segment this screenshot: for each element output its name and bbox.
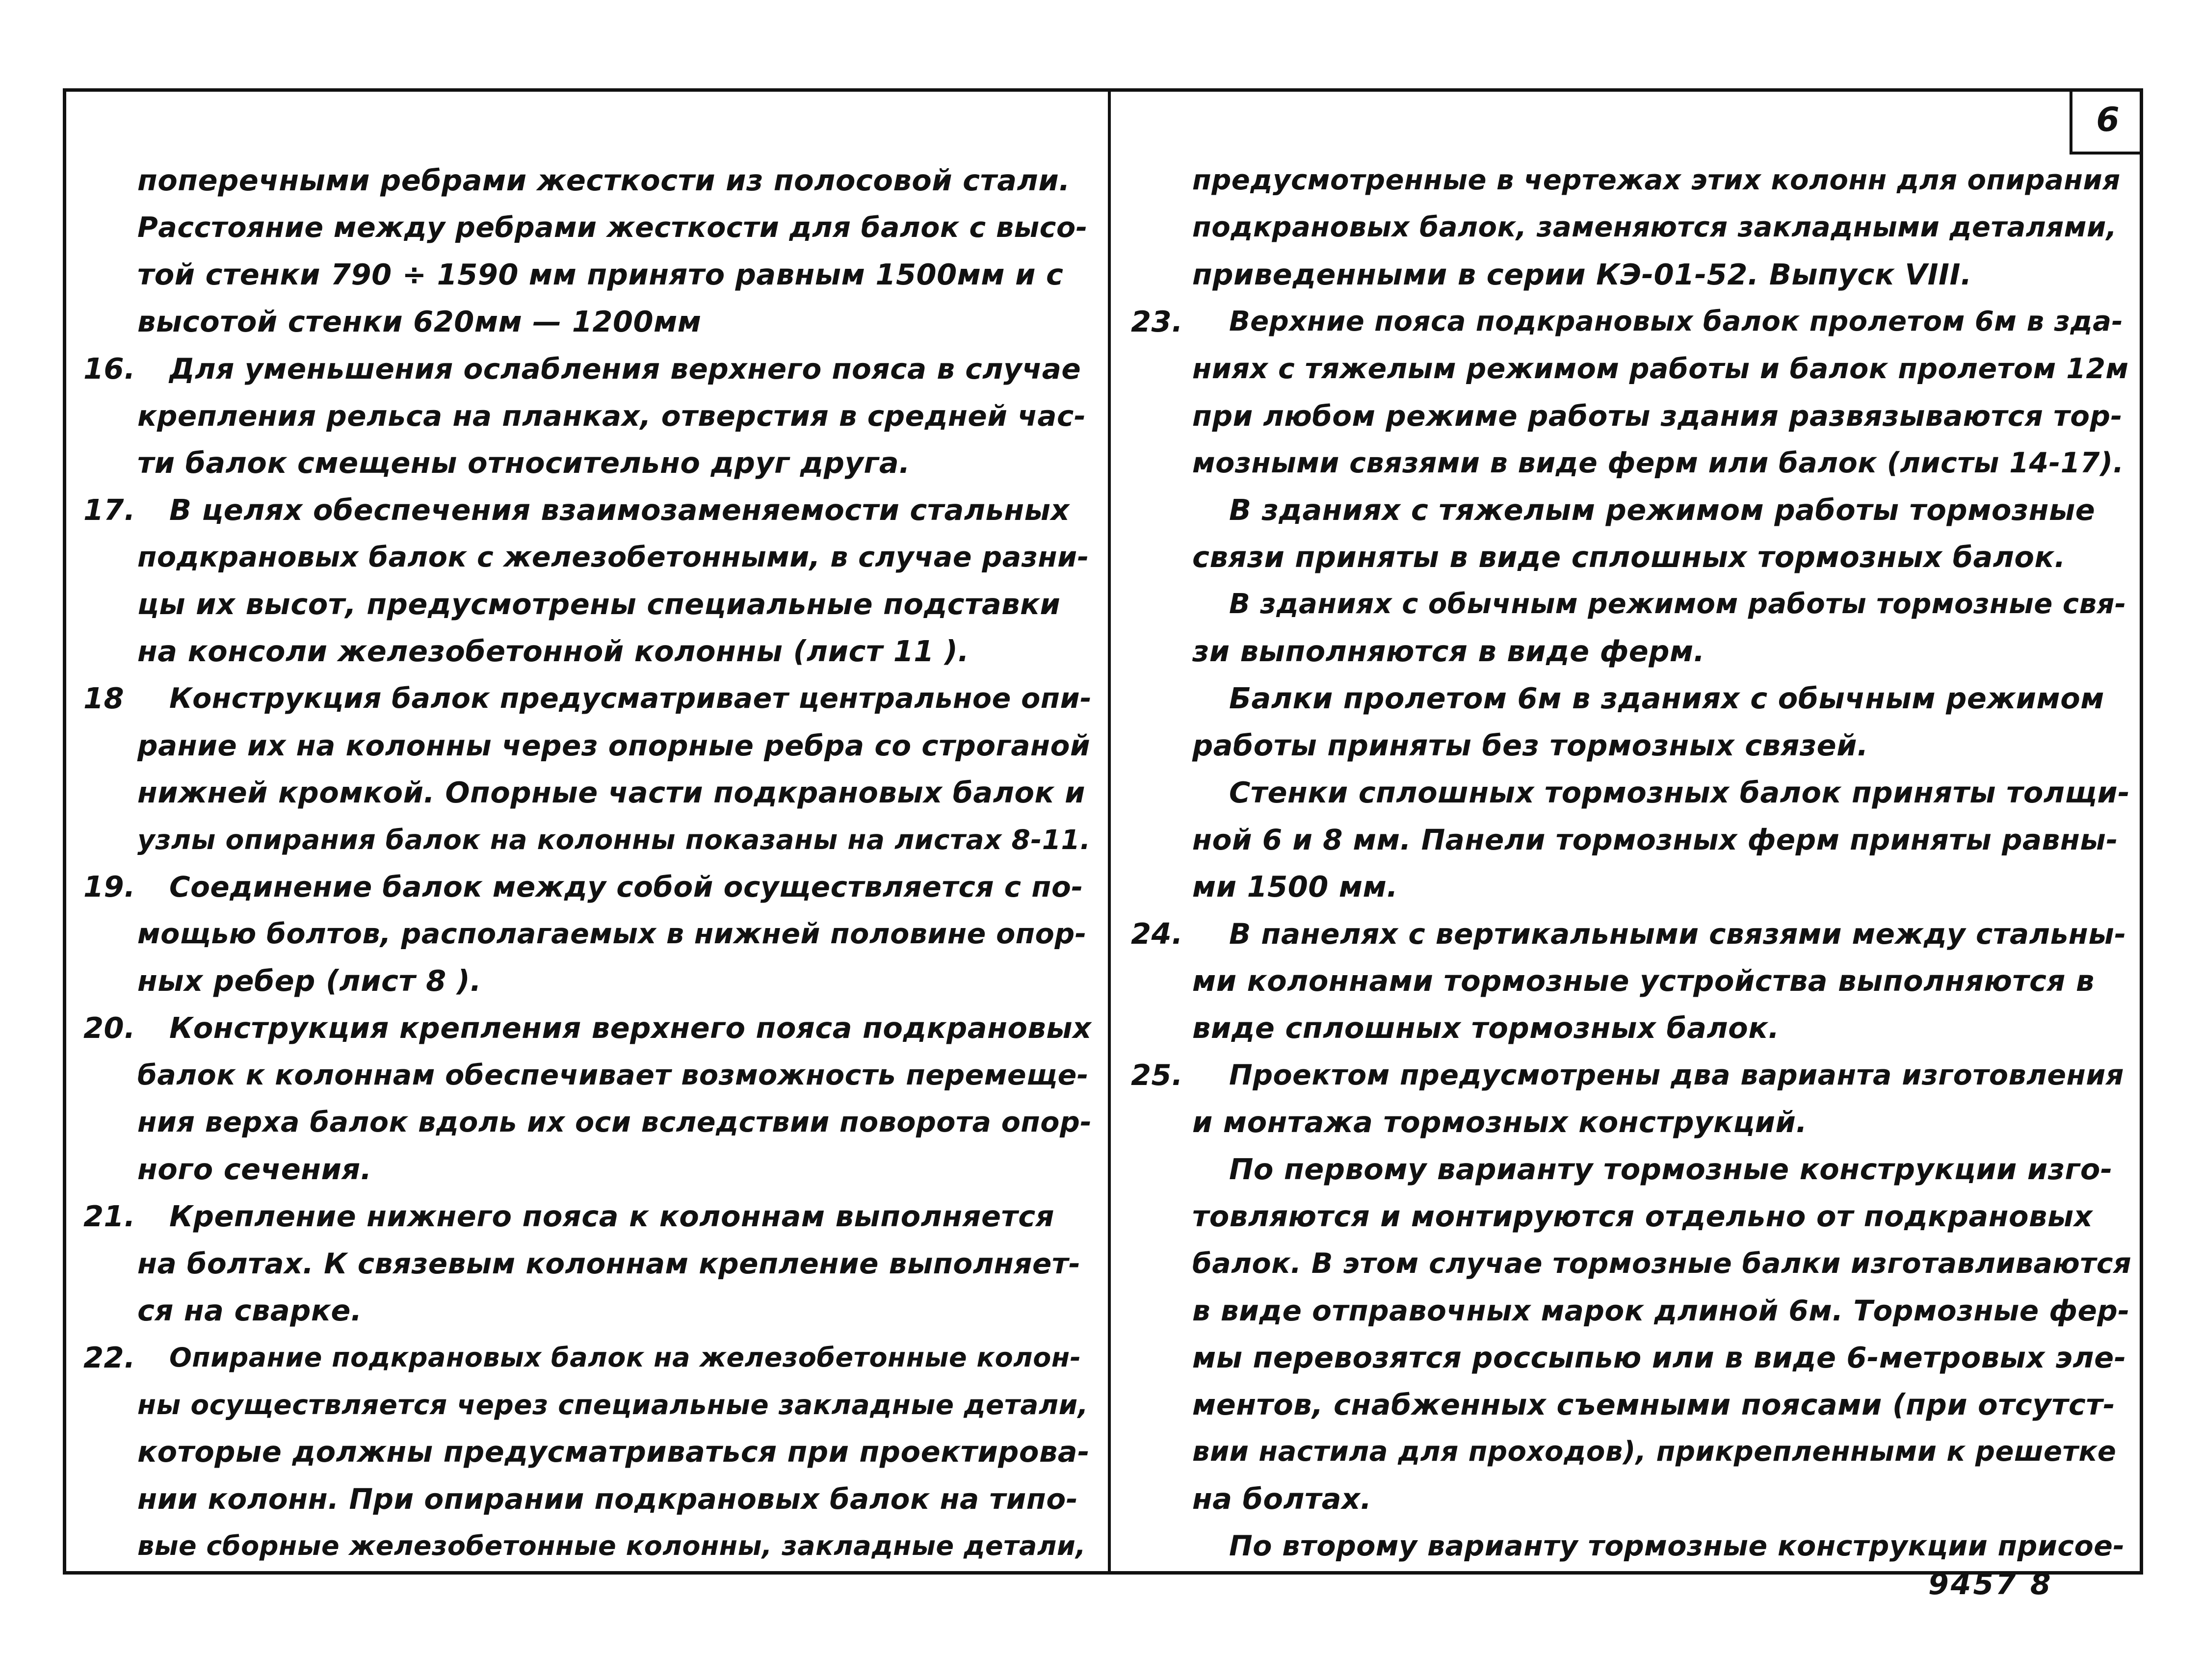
text-line — [83, 1428, 1092, 1475]
text-line — [83, 1193, 1092, 1240]
line-text: высотой стенки 620мм — 1200мм — [137, 305, 702, 338]
text-line — [1131, 1005, 2132, 1052]
text-line — [83, 1381, 1092, 1428]
item-number: 16. — [83, 352, 136, 386]
column-divider — [1108, 88, 1111, 1575]
text-line — [1131, 204, 2132, 251]
text-line — [1131, 439, 2132, 487]
text-line — [83, 1287, 1092, 1334]
text-line — [1131, 1193, 2132, 1240]
text-line — [83, 628, 1092, 675]
text-line — [1131, 769, 2132, 816]
line-text: Расстояние между ребрами жесткости для балок с высо- — [137, 211, 1088, 244]
line-text: ми 1500 мм. — [1192, 870, 1398, 904]
item-number: 20. — [83, 1011, 136, 1045]
line-text: связи приняты в виде сплошных тормозных балок. — [1192, 540, 2066, 574]
item-number: 19. — [83, 870, 136, 904]
line-text: ных ребер (лист 8 ). — [137, 964, 482, 998]
line-text: Конструкция балок предусматривает центральное опи- — [169, 682, 1092, 715]
text-line — [83, 769, 1092, 816]
line-text: ся на сварке. — [137, 1293, 362, 1327]
line-text: крепления рельса на планках, отверстия в средней час- — [137, 399, 1086, 433]
line-text: ти балок смещены относительно друг друга. — [137, 446, 911, 480]
line-text: нии колонн. При опирании подкрановых балок на типо- — [137, 1482, 1078, 1516]
left-column — [83, 157, 1092, 1570]
line-text: ниях с тяжелым режимом работы и балок пролетом 12м — [1192, 353, 2129, 385]
line-text: виде сплошных тормозных балок. — [1192, 1011, 1780, 1045]
item-number: 21. — [83, 1199, 136, 1233]
text-line — [83, 1334, 1092, 1381]
line-text: при любом режиме работы здания развязываются тор- — [1192, 399, 2123, 433]
line-text: Стенки сплошных тормозных балок приняты толщи- — [1229, 775, 2130, 809]
line-text: ния верха балок вдоль их оси вследствии поворота опор- — [137, 1106, 1092, 1138]
item-number: 17. — [83, 493, 136, 527]
text-line — [83, 204, 1092, 251]
text-line — [1131, 392, 2132, 439]
line-text: цы их высот, предусмотрены специальные подставки — [137, 587, 1061, 621]
line-text: В целях обеспечения взаимозаменяемости стальных — [169, 493, 1070, 527]
line-text: По второму варианту тормозные конструкции присое- — [1229, 1530, 2125, 1562]
text-line — [83, 534, 1092, 581]
line-text: работы приняты без тормозных связей. — [1192, 728, 1868, 762]
text-line — [1131, 534, 2132, 581]
text-line — [1131, 1523, 2132, 1570]
text-line — [1131, 1381, 2132, 1428]
line-text: В панелях с вертикальными связями между стальны- — [1229, 917, 2126, 951]
line-text: вые сборные железобетонные колонны, закладные детали, — [137, 1530, 1086, 1561]
text-line — [1131, 1052, 2132, 1099]
line-text: и монтажа тормозных конструкций. — [1192, 1105, 1808, 1139]
line-text: вии настила для проходов), прикрепленными к решетке — [1192, 1436, 2117, 1468]
line-text: на болтах. К связевым колоннам крепление выполняет- — [137, 1247, 1081, 1280]
text-line — [1131, 581, 2132, 628]
text-line — [83, 157, 1092, 204]
text-line — [83, 298, 1092, 345]
text-line — [83, 1099, 1092, 1146]
item-number: 23. — [1131, 305, 1183, 338]
line-text: подкрановых балок, заменяются закладными деталями, — [1192, 211, 2117, 243]
text-line — [83, 487, 1092, 534]
item-number: 25. — [1131, 1058, 1183, 1092]
text-line — [1131, 957, 2132, 1005]
text-line — [1131, 1099, 2132, 1146]
item-number: 24. — [1131, 917, 1183, 951]
text-line — [83, 581, 1092, 628]
text-line — [1131, 675, 2132, 722]
line-text: ментов, снабженных съемными поясами (при отсутст- — [1192, 1388, 2116, 1422]
text-line — [1131, 345, 2132, 392]
line-text: Балки пролетом 6м в зданиях с обычным режимом — [1229, 681, 2104, 715]
text-line — [83, 863, 1092, 910]
line-text: Соединение балок между собой осуществляется с по- — [169, 870, 1083, 904]
line-text: на консоли железобетонной колонны (лист 11 ). — [137, 634, 970, 668]
text-line — [83, 1523, 1092, 1570]
text-line — [1131, 628, 2132, 675]
item-number: 22. — [83, 1341, 136, 1374]
line-text: зи выполняются в виде ферм. — [1192, 634, 1705, 668]
line-text: Конструкция крепления верхнего пояса подкрановых — [169, 1011, 1092, 1045]
text-line — [1131, 1287, 2132, 1334]
line-text: поперечными ребрами жесткости из полосовой стали. — [137, 163, 1071, 197]
text-line — [1131, 1146, 2132, 1193]
text-line — [83, 816, 1092, 863]
text-line — [83, 1240, 1092, 1287]
line-text: Крепление нижнего пояса к колоннам выполняется — [169, 1199, 1055, 1233]
line-text: мощью болтов, располагаемых в нижней половине опор- — [137, 918, 1087, 950]
line-text: предусмотренные в чертежах этих колонн для опирания — [1192, 164, 2121, 196]
line-text: мозными связями в виде ферм или балок (листы 14-17). — [1192, 447, 2124, 479]
text-line — [1131, 722, 2132, 769]
line-text: узлы опирания балок на колонны показаны на листах 8-11. — [137, 824, 1091, 855]
line-text: ми колоннами тормозные устройства выполняются в — [1192, 964, 2095, 998]
text-line — [1131, 298, 2132, 345]
text-line — [83, 1005, 1092, 1052]
line-text: балок к колоннам обеспечивает возможность перемеще- — [137, 1059, 1089, 1091]
text-line — [1131, 487, 2132, 534]
text-line — [83, 957, 1092, 1005]
text-line — [1131, 1334, 2132, 1381]
line-text: В зданиях с обычным режимом работы тормозные свя- — [1229, 588, 2126, 620]
text-line — [1131, 816, 2132, 863]
line-text: нижней кромкой. Опорные части подкрановых балок и — [137, 775, 1085, 809]
text-line — [83, 910, 1092, 957]
text-line — [83, 392, 1092, 439]
text-line — [1131, 1428, 2132, 1475]
line-text: на болтах. — [1192, 1482, 1372, 1516]
text-line — [83, 345, 1092, 392]
text-line — [83, 1146, 1092, 1193]
line-text: рание их на колонны через опорные ребра со строганой — [137, 729, 1091, 762]
line-text: подкрановых балок с железобетонными, в случае разни- — [137, 541, 1089, 573]
document-code: 9457 8 — [1928, 1567, 2053, 1602]
line-text: приведенными в серии КЭ-01-52. Выпуск VIII. — [1192, 258, 1972, 291]
page-number: 6 — [2070, 88, 2143, 155]
line-text: В зданиях с тяжелым режимом работы тормозные — [1229, 493, 2096, 527]
line-text: товляются и монтируются отдельно от подкрановых — [1192, 1199, 2093, 1233]
line-text: мы перевозятся россыпью или в виде 6-метровых эле- — [1192, 1341, 2126, 1374]
text-line — [1131, 157, 2132, 204]
text-line — [1131, 1240, 2132, 1287]
text-line — [1131, 251, 2132, 298]
line-text: балок. В этом случае тормозные балки изготавливаются — [1192, 1247, 2132, 1280]
line-text: той стенки 790 ÷ 1590 мм принято равным 1500мм и с — [137, 258, 1064, 291]
line-text: Верхние пояса подкрановых балок пролетом 6м в зда- — [1229, 306, 2123, 337]
text-line — [1131, 910, 2132, 957]
text-line — [83, 1475, 1092, 1523]
text-line — [83, 1052, 1092, 1099]
line-text: Проектом предусмотрены два варианта изготовления — [1229, 1059, 2124, 1091]
line-text: ного сечения. — [137, 1152, 372, 1186]
text-line — [83, 722, 1092, 769]
text-line — [1131, 863, 2132, 910]
line-text: ной 6 и 8 мм. Панели тормозных ферм приняты равны- — [1192, 823, 2118, 856]
text-line — [1131, 1475, 2132, 1523]
line-text: Опирание подкрановых балок на железобетонные колон- — [169, 1342, 1081, 1373]
line-text: в виде отправочных марок длиной 6м. Тормозные фер- — [1192, 1294, 2130, 1327]
line-text: Для уменьшения ослабления верхнего пояса в случае — [169, 352, 1081, 386]
line-text: ны осуществляется через специальные закладные детали, — [137, 1389, 1089, 1421]
item-number: 18 — [83, 681, 125, 715]
line-text: По первому варианту тормозные конструкции изго- — [1229, 1152, 2113, 1186]
text-line — [83, 251, 1092, 298]
text-line — [83, 675, 1092, 722]
text-line — [83, 439, 1092, 487]
line-text: которые должны предусматриваться при проектирова- — [137, 1435, 1090, 1469]
right-column — [1131, 157, 2132, 1570]
